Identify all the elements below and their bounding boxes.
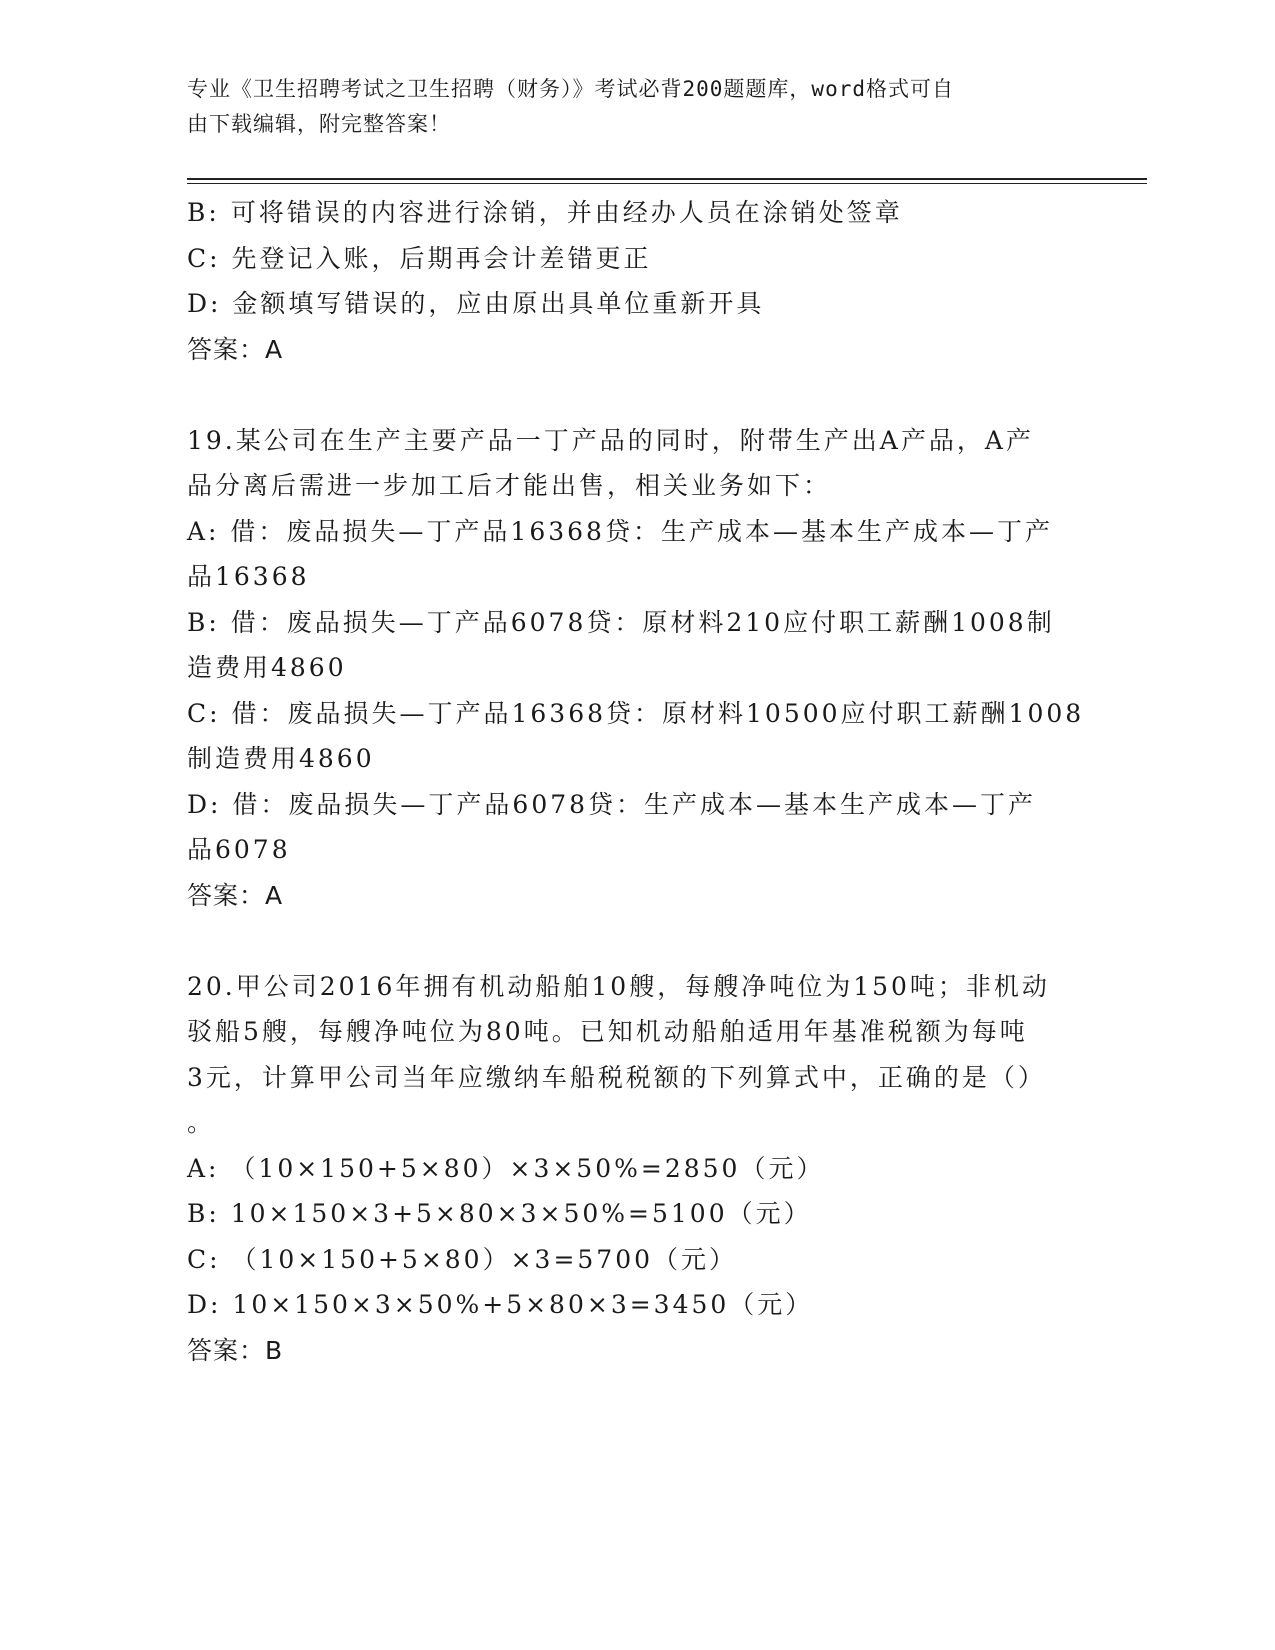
document-body: [187, 190, 1085, 1373]
question-18-tail: [187, 190, 1067, 372]
header-rule-thick: [187, 178, 1147, 180]
q20-answer: 答案：B: [187, 1335, 284, 1365]
q19-stem-line-1: 19.某公司在生产主要产品一丁产品的同时，附带生产出A产品，A产: [187, 425, 1034, 455]
q20-stem-line-1: 20.甲公司2016年拥有机动船舶10艘，每艘净吨位为150吨；非机动: [187, 971, 1050, 1001]
q19-answer: 答案：A: [187, 880, 284, 910]
header-line-2: 由下载编辑，附完整答案！: [187, 112, 451, 136]
q19-option-b-line-2: 造费用4860: [187, 653, 347, 682]
document-header: [187, 72, 1067, 142]
q20-stem-line-4: 。: [187, 1108, 216, 1137]
q19-option-d-line-2: 品6078: [187, 835, 291, 864]
question-20: [187, 964, 1067, 1374]
q20-option-b: B: 10×150×3+5×80×3×50%=5100（元）: [187, 1199, 812, 1228]
q20-option-a: A: （10×150+5×80）×3×50%=2850（元）: [187, 1153, 825, 1183]
q19-option-c-line-2: 制造费用4860: [187, 744, 375, 773]
question-19: [187, 418, 1085, 919]
q18-answer: 答案：A: [187, 334, 284, 364]
q20-option-d: D: 10×150×3×50%+5×80×3=3450（元）: [187, 1290, 814, 1319]
header-rule-thin: [187, 183, 1147, 184]
header-line-1: 专业《卫生招聘考试之卫生招聘（财务）》考试必背200题题库，word格式可自: [187, 77, 954, 101]
q19-option-a-line-1: A: 借：废品损失—丁产品16368贷：生产成本—基本生产成本—丁产: [187, 516, 1053, 546]
q19-option-c-line-1: C: 借：废品损失—丁产品16368贷：原材料10500应付职工薪酬1008: [187, 698, 1085, 728]
q18-option-d: D: 金额填写错误的，应由原出具单位重新开具: [187, 289, 765, 318]
q18-option-c: C: 先登记入账，后期再会计差错更正: [187, 243, 652, 273]
q20-stem-line-2: 驳船5艘，每艘净吨位为80吨。已知机动船舶适用年基准税额为每吨: [187, 1017, 1028, 1046]
q20-stem-line-3: 3元，计算甲公司当年应缴纳车船税税额的下列算式中，正确的是（）: [187, 1062, 1046, 1092]
q19-option-d-line-1: D: 借：废品损失—丁产品6078贷：生产成本—基本生产成本—丁产: [187, 789, 1037, 819]
q18-option-b: B: 可将错误的内容进行涂销，并由经办人员在涂销处签章: [187, 198, 903, 227]
q20-option-c: C: （10×150+5×80）×3=5700（元）: [187, 1244, 738, 1274]
q19-option-b-line-1: B: 借：废品损失—丁产品6078贷：原材料210应付职工薪酬1008制: [187, 607, 1055, 637]
q19-option-a-line-2: 品16368: [187, 562, 310, 591]
q19-stem-line-2: 品分离后需进一步加工后才能出售，相关业务如下：: [187, 471, 832, 500]
